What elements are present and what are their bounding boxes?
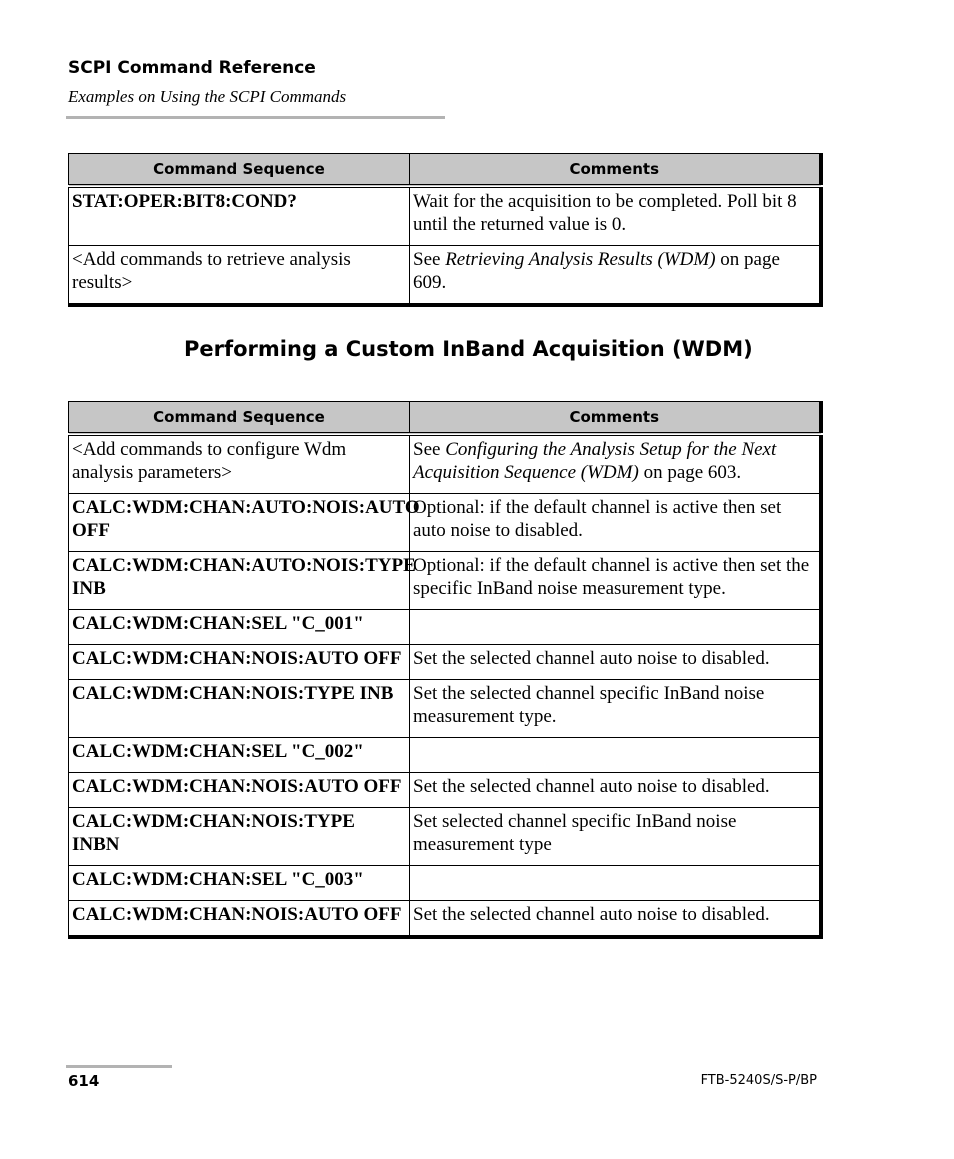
command-cell: STAT:OPER:BIT8:COND? — [69, 186, 410, 246]
comment-text: Wait for the acquisition to be completed. Poll bit 8 until the returned value is 0. — [413, 191, 797, 235]
product-name: FTB-5240S/S-P/BP — [700, 1073, 817, 1088]
table-row — [69, 808, 821, 866]
command-cell: CALC:WDM:CHAN:AUTO:NOIS:TYPE INB — [69, 552, 410, 610]
table-row — [69, 246, 821, 306]
comment-cell — [410, 680, 821, 738]
comment-cell — [410, 866, 821, 901]
comment-cell — [410, 738, 821, 773]
comment-cell — [410, 434, 821, 494]
command-cell: CALC:WDM:CHAN:NOIS:AUTO OFF — [69, 645, 410, 680]
command-cell: <Add commands to configure Wdm analysis parameters> — [69, 434, 410, 494]
comment-cell — [410, 610, 821, 645]
column-header-command-sequence: Command Sequence — [69, 154, 410, 187]
comment-text: on page 603. — [638, 462, 742, 483]
table-row — [69, 610, 821, 645]
column-header-command-sequence: Command Sequence — [69, 402, 410, 435]
table-header-row — [69, 154, 821, 187]
comment-text: Set the selected channel auto noise to disabled. — [413, 648, 770, 669]
comment-text: Set the selected channel specific InBand noise measurement type. — [413, 683, 765, 727]
command-table-custom-inband — [68, 401, 823, 939]
comment-text: See — [413, 249, 446, 270]
table-row — [69, 434, 821, 494]
command-cell: CALC:WDM:CHAN:NOIS:AUTO OFF — [69, 901, 410, 938]
comment-text: See — [413, 439, 446, 460]
table-row — [69, 901, 821, 938]
comment-cell — [410, 552, 821, 610]
running-header-title: SCPI Command Reference — [68, 58, 316, 78]
table-row — [69, 645, 821, 680]
section-heading: Performing a Custom InBand Acquisition (WDM) — [184, 337, 753, 361]
command-cell: CALC:WDM:CHAN:NOIS:TYPE INBN — [69, 808, 410, 866]
column-header-comments: Comments — [410, 402, 821, 435]
command-cell: CALC:WDM:CHAN:NOIS:TYPE INB — [69, 680, 410, 738]
cross-reference-title: Retrieving Analysis Results (WDM) — [445, 249, 716, 270]
comment-text: Set the selected channel auto noise to disabled. — [413, 776, 770, 797]
comment-text: on page 609. — [413, 249, 780, 293]
command-cell: CALC:WDM:CHAN:SEL "C_003" — [69, 866, 410, 901]
comment-text: Optional: if the default channel is active then set auto noise to disabled. — [413, 497, 782, 541]
comment-cell — [410, 773, 821, 808]
column-header-comments: Comments — [410, 154, 821, 187]
table-body — [69, 434, 821, 937]
header-divider — [66, 116, 445, 119]
comment-text: Set selected channel specific InBand noise measurement type — [413, 811, 737, 855]
comment-text: Set the selected channel auto noise to disabled. — [413, 904, 770, 925]
comment-cell — [410, 645, 821, 680]
command-cell: <Add commands to retrieve analysis results> — [69, 246, 410, 306]
table-row — [69, 552, 821, 610]
table-body — [69, 186, 821, 305]
command-cell: CALC:WDM:CHAN:SEL "C_002" — [69, 738, 410, 773]
table-row — [69, 494, 821, 552]
command-cell: CALC:WDM:CHAN:AUTO:NOIS:AUTO OFF — [69, 494, 410, 552]
comment-cell — [410, 246, 821, 306]
table-row — [69, 738, 821, 773]
comment-text: Optional: if the default channel is active then set the specific InBand noise measurement type. — [413, 555, 810, 599]
table-row — [69, 773, 821, 808]
table-row — [69, 186, 821, 246]
footer-divider — [66, 1065, 172, 1068]
table-row — [69, 680, 821, 738]
table-row — [69, 866, 821, 901]
comment-cell — [410, 808, 821, 866]
command-cell: CALC:WDM:CHAN:NOIS:AUTO OFF — [69, 773, 410, 808]
page-number: 614 — [68, 1072, 100, 1090]
table-header-row — [69, 402, 821, 435]
command-cell: CALC:WDM:CHAN:SEL "C_001" — [69, 610, 410, 645]
cross-reference-title: Configuring the Analysis Setup for the Next Acquisition Sequence (WDM) — [413, 439, 777, 483]
running-header-subtitle: Examples on Using the SCPI Commands — [68, 87, 347, 106]
comment-cell — [410, 494, 821, 552]
command-table-acquisition-end — [68, 153, 823, 307]
comment-cell — [410, 186, 821, 246]
comment-cell — [410, 901, 821, 938]
